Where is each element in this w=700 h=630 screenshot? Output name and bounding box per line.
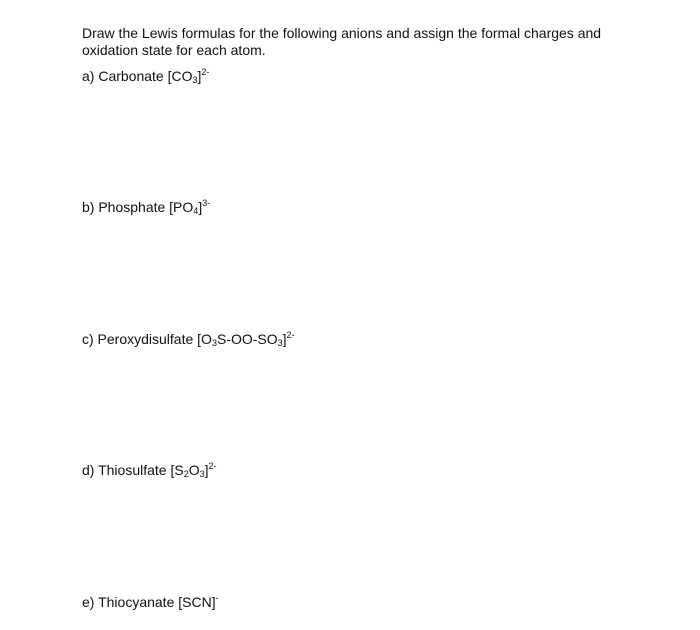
- question-label: e) Thiocyanate: [82, 594, 179, 610]
- formula: $[PO_4]^{3-}$: [169, 198, 211, 216]
- formula: $[O_3S-OO-SO_3]^{2-}$: [197, 330, 295, 348]
- question-thiocyanate: [82, 594, 219, 611]
- question-label: d) Thiosulfate: [82, 462, 171, 478]
- formula: $[S_2O_3]^{2-}$: [170, 461, 217, 479]
- charge: 2-: [286, 330, 295, 340]
- question-carbonate: [82, 68, 209, 85]
- instructions-text: Draw the Lewis formulas for the following anions and assign the formal charges and oxidation state for each atom.: [82, 25, 602, 58]
- charge: -: [215, 593, 219, 603]
- question-label: b) Phosphate: [82, 199, 170, 215]
- formula: [SCN]-: [178, 593, 219, 610]
- question-thiosulfate: [82, 462, 217, 479]
- charge: 2-: [201, 67, 210, 77]
- formula: $[CO_3]^{2-}$: [167, 67, 210, 85]
- charge: 3-: [202, 198, 211, 208]
- question-label: c) Peroxydisulfate: [82, 331, 198, 347]
- question-label: a) Carbonate: [82, 68, 168, 84]
- question-peroxydisulfate: [82, 331, 295, 348]
- charge: 2-: [208, 461, 217, 471]
- question-phosphate: [82, 199, 210, 216]
